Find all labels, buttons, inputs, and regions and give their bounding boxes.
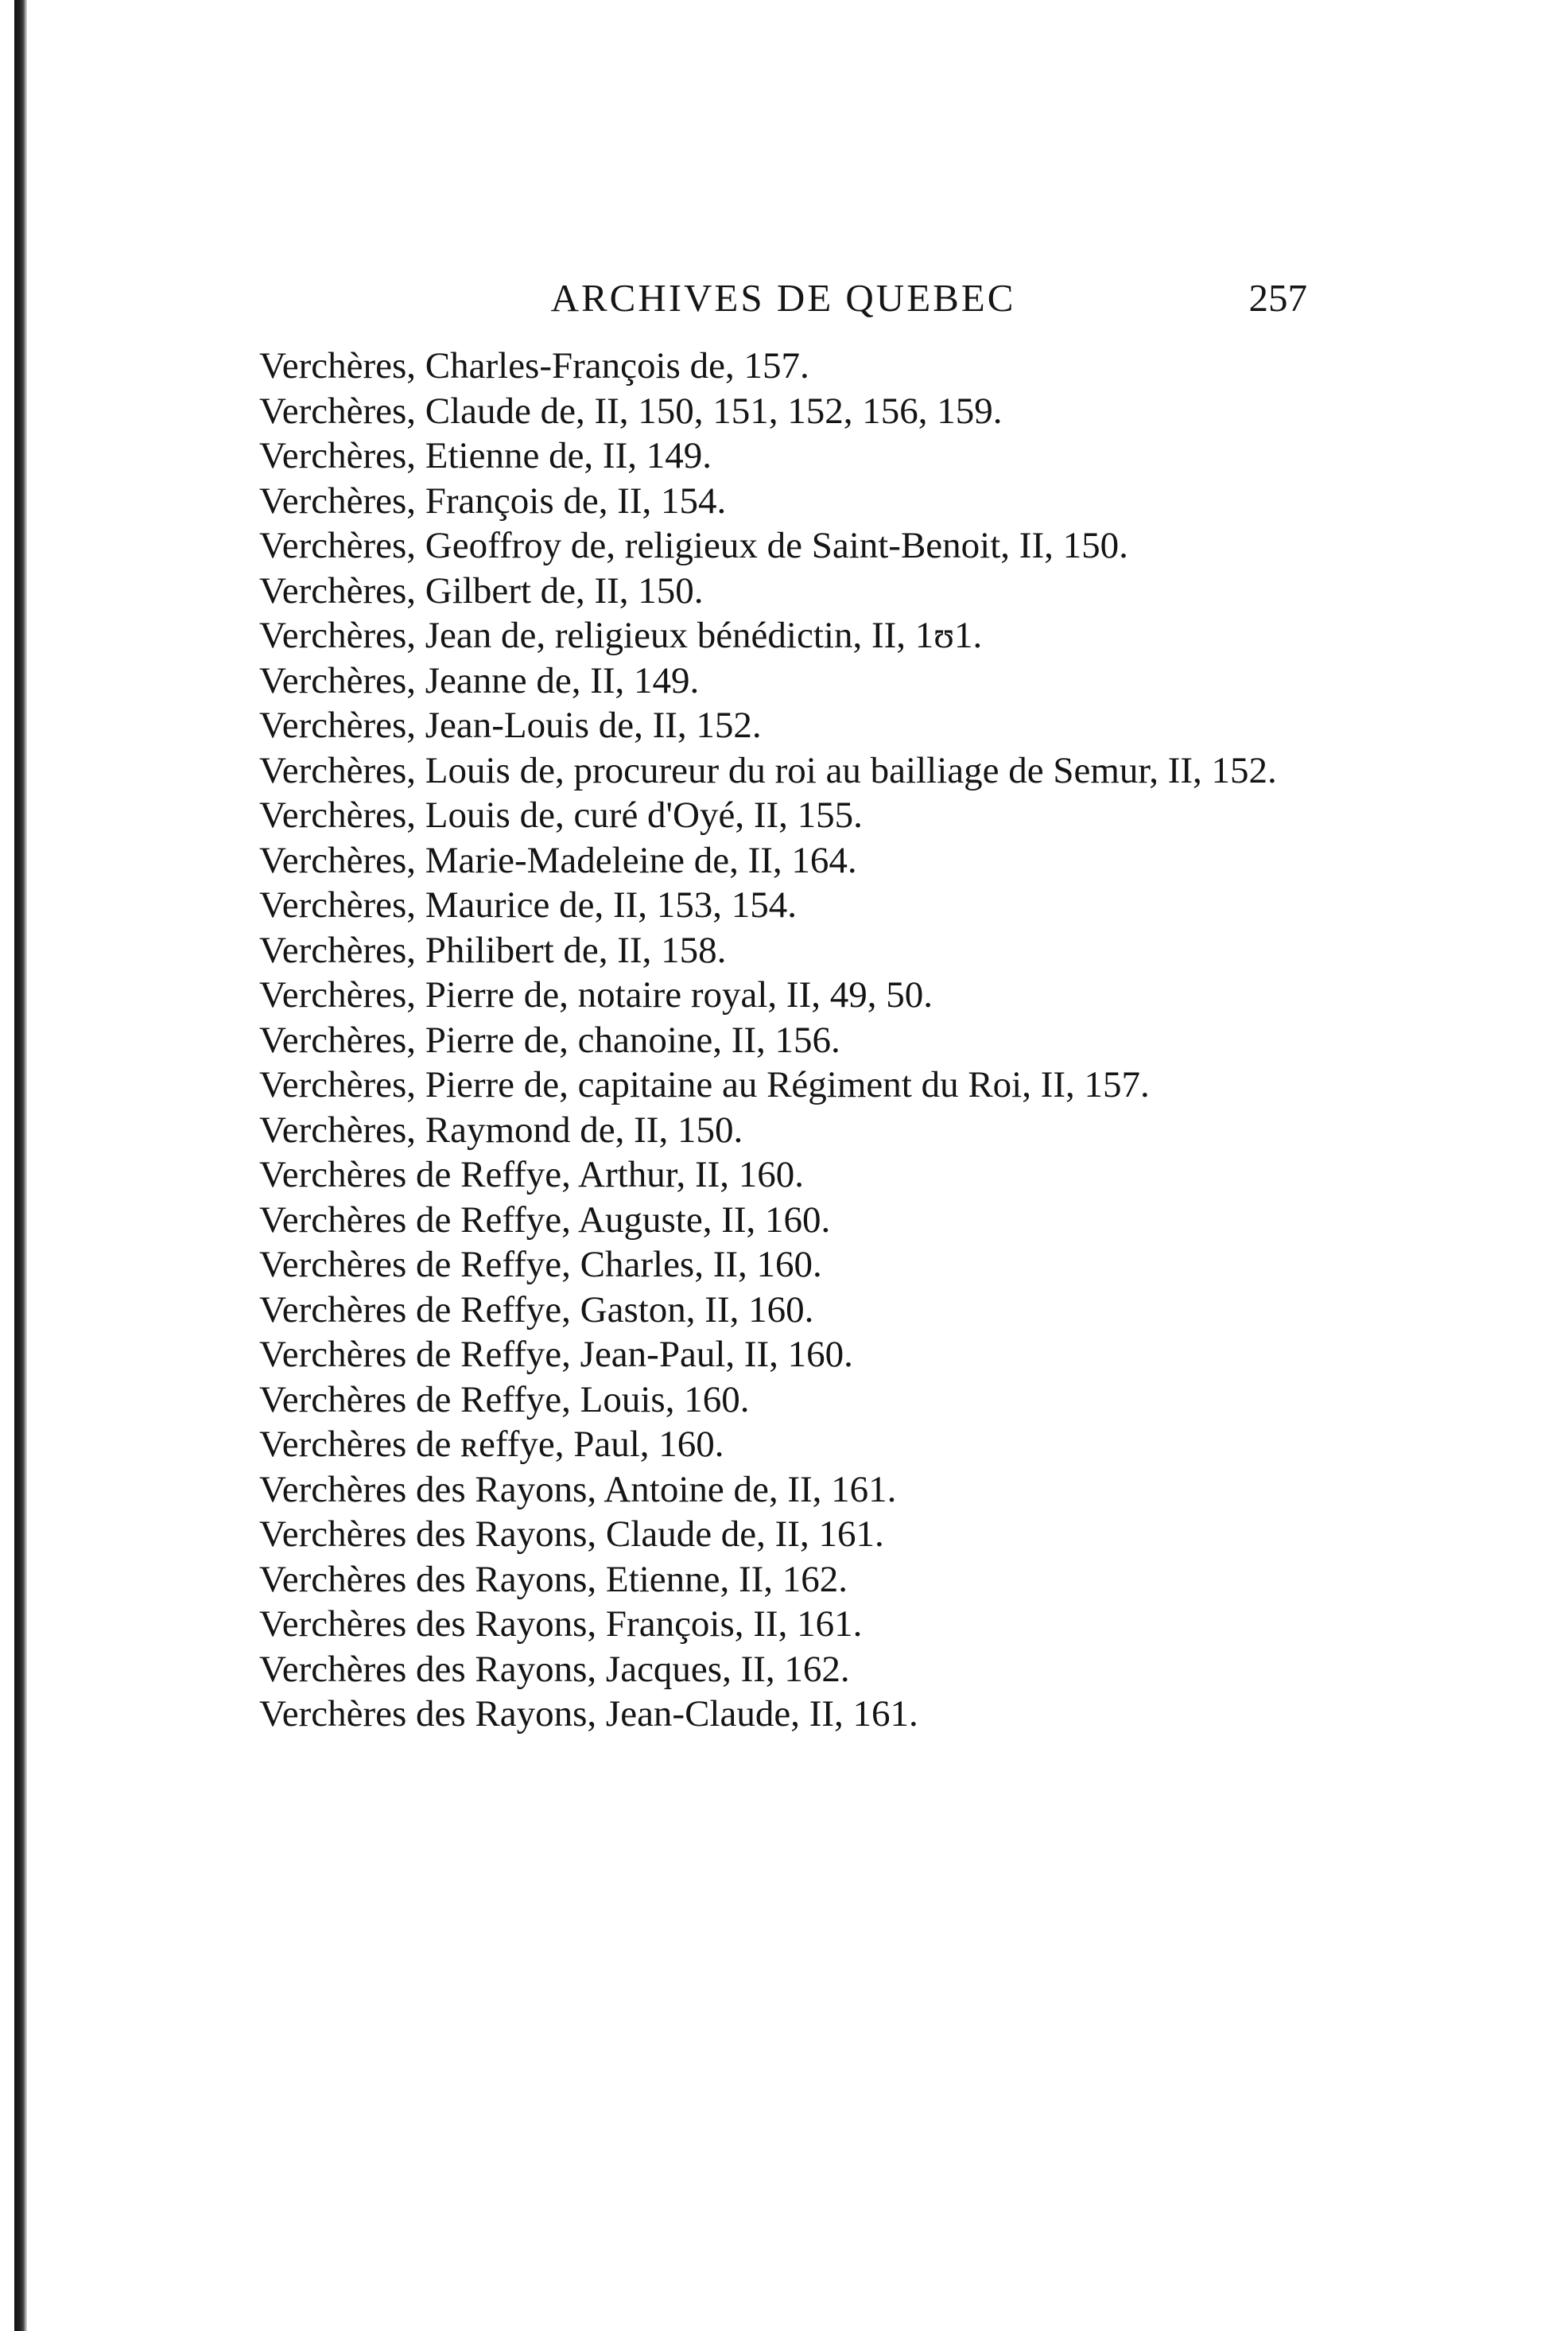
index-entry: Verchères, Gilbert de, II, 150.: [259, 569, 704, 612]
page-number: 257: [1248, 276, 1307, 320]
index-entry: Verchères de Reffye, Jean-Paul, II, 160.: [259, 1334, 853, 1375]
index-entry: Verchères, Raymond de, II, 150.: [259, 1109, 743, 1151]
index-entry: Verchères, Pierre de, notaire royal, II, 49, 50.: [259, 974, 933, 1016]
index-entry: Verchères de Reffye, Louis, 160.: [259, 1378, 750, 1420]
page-header: [259, 270, 1307, 326]
index-entry: Verchères, Jean de, religieux bénédictin, II, 1ʊ1.: [259, 615, 983, 656]
page-binding-edge: [14, 0, 27, 2331]
index-entry: Verchères, Maurice de, II, 153, 154.: [259, 884, 798, 926]
index-entry: Verchères, Etienne de, II, 149.: [259, 435, 712, 476]
index-entry: Verchères, Geoffroy de, religieux de Saint-Benoit, II, 150.: [259, 525, 1128, 566]
index-entry: Verchères, Charles-François de, 157.: [259, 345, 809, 387]
index-entry: Verchères des Rayons, Jean-Claude, II, 161.: [259, 1693, 918, 1735]
index-entry: Verchères de Reffye, Gaston, II, 160.: [259, 1288, 814, 1331]
index-entry: Verchères, Louis de, procureur du roi au bailliage de Semur, II, 152.: [259, 749, 1277, 791]
index-entry: Verchères des Rayons, Antoine de, II, 161.: [259, 1468, 897, 1510]
index-entry: Verchères de Reffye, Auguste, II, 160.: [259, 1199, 831, 1241]
index-list: [259, 344, 1307, 1737]
index-entry: Verchères de Reffye, Charles, II, 160.: [259, 1244, 822, 1285]
index-entry: Verchères, Jeanne de, II, 149.: [259, 659, 700, 701]
index-entry: Verchères, Louis de, curé d'Oyé, II, 155.: [259, 794, 863, 836]
index-entry: Verchères des Rayons, François, II, 161.: [259, 1603, 863, 1645]
index-entry: Verchères, Philibert de, II, 158.: [259, 929, 727, 971]
index-entry: Verchères, Marie-Madeleine de, II, 164.: [259, 839, 857, 881]
index-entry: Verchères, Pierre de, chanoine, II, 156.: [259, 1019, 840, 1061]
index-entry: Verchères de ʀeffye, Paul, 160.: [259, 1424, 724, 1465]
index-entry: Verchères, Pierre de, capitaine au Régiment du Roi, II, 157.: [259, 1064, 1150, 1105]
index-entry: Verchères, Jean-Louis de, II, 152.: [259, 705, 762, 746]
index-entry: Verchères des Rayons, Claude de, II, 161.: [259, 1513, 884, 1555]
index-entry: Verchères de Reffye, Arthur, II, 160.: [259, 1154, 805, 1195]
index-entry: Verchères, François de, II, 154.: [259, 480, 727, 522]
index-entry: Verchères des Rayons, Jacques, II, 162.: [259, 1648, 850, 1690]
index-entry: Verchères, Claude de, II, 150, 151, 152, 156, 159.: [259, 390, 1003, 432]
index-entry: Verchères des Rayons, Etienne, II, 162.: [259, 1558, 848, 1600]
running-title: ARCHIVES DE QUEBEC: [550, 276, 1016, 320]
